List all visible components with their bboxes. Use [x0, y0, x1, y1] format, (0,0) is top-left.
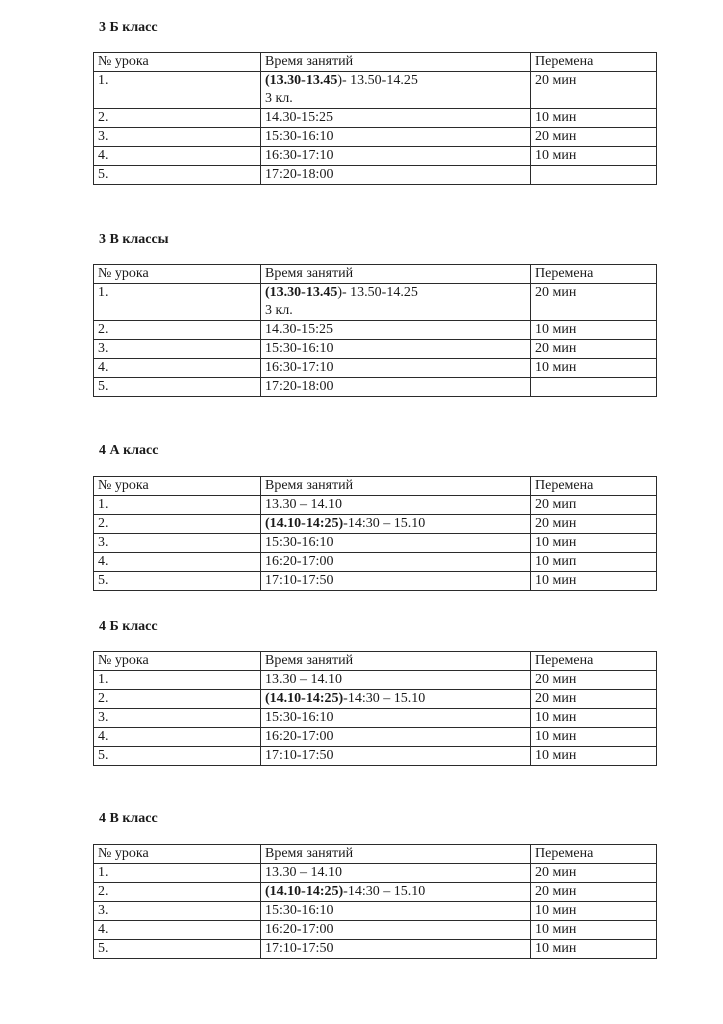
lesson-time-cell: 13.30 – 14.10	[261, 864, 531, 883]
header-lesson-no: № урока	[94, 53, 261, 72]
break-cell: 10 мин	[531, 728, 657, 747]
lesson-time-cell: 13.30 – 14.10	[261, 671, 531, 690]
lesson-time-cell: 14.30-15:25	[261, 109, 531, 128]
lesson-no-cell: 4.	[94, 147, 261, 166]
break-cell: 10 мин	[531, 109, 657, 128]
lesson-time-cell: 13.30 – 14.10	[261, 496, 531, 515]
lesson-no-cell: 1.	[94, 864, 261, 883]
header-break: Перемена	[531, 652, 657, 671]
lesson-time-cell: 16:20-17:00	[261, 553, 531, 572]
header-lesson-no: № урока	[94, 477, 261, 496]
header-break: Перемена	[531, 53, 657, 72]
time-rest-part: )- 13.50-14.25	[337, 73, 418, 88]
section-title-4a: 4 А класс	[99, 443, 159, 458]
break-cell: 20 мин	[531, 864, 657, 883]
break-cell: 10 мин	[531, 902, 657, 921]
table-row	[94, 147, 657, 166]
header-break: Перемена	[531, 265, 657, 284]
break-cell	[531, 378, 657, 397]
table-row	[94, 534, 657, 553]
lesson-no-cell: 5.	[94, 747, 261, 766]
break-cell: 20 мин	[531, 340, 657, 359]
header-time: Время занятий	[261, 265, 531, 284]
lesson-time-cell: 17:10-17:50	[261, 940, 531, 959]
lesson-time-cell: 16:30-17:10	[261, 359, 531, 378]
lesson-no-cell: 1.	[94, 671, 261, 690]
break-cell: 10 мин	[531, 147, 657, 166]
break-cell: 20 мин	[531, 690, 657, 709]
break-cell: 20 мин	[531, 671, 657, 690]
break-cell: 10 мин	[531, 321, 657, 340]
table-row	[94, 728, 657, 747]
break-cell: 20 мин	[531, 284, 657, 321]
lesson-no-cell: 1.	[94, 72, 261, 109]
table-row	[94, 284, 657, 321]
lesson-time-cell	[261, 72, 531, 109]
table-row	[94, 572, 657, 591]
lesson-time-cell: 17:20-18:00	[261, 378, 531, 397]
table-row	[94, 72, 657, 109]
time-rest-part: -14:30 – 15.10	[343, 516, 426, 531]
lesson-time-cell: 15:30-16:10	[261, 340, 531, 359]
lesson-no-cell: 4.	[94, 921, 261, 940]
section-title-4v: 4 В класс	[99, 811, 158, 826]
lesson-time-cell: 17:10-17:50	[261, 747, 531, 766]
break-cell: 10 мин	[531, 709, 657, 728]
lesson-no-cell: 3.	[94, 128, 261, 147]
break-cell: 10 мин	[531, 359, 657, 378]
lesson-no-cell: 2.	[94, 883, 261, 902]
lesson-no-cell: 4.	[94, 359, 261, 378]
table-row	[94, 496, 657, 515]
break-cell: 20 мип	[531, 496, 657, 515]
table-row	[94, 553, 657, 572]
lesson-no-cell: 1.	[94, 496, 261, 515]
break-cell: 20 мин	[531, 128, 657, 147]
lesson-no-cell: 3.	[94, 534, 261, 553]
header-lesson-no: № урока	[94, 845, 261, 864]
section-title-4b: 4 Б класс	[99, 619, 158, 634]
table-row	[94, 166, 657, 185]
header-time: Время занятий	[261, 652, 531, 671]
break-cell: 10 мин	[531, 921, 657, 940]
break-cell: 20 мин	[531, 883, 657, 902]
time-bold-part: (13.30-13.45	[265, 285, 338, 300]
break-cell: 10 мип	[531, 553, 657, 572]
lesson-time-cell	[261, 284, 531, 321]
time-bold-part: (14.10-14:25)	[265, 516, 344, 531]
lesson-time-cell: 16:30-17:10	[261, 147, 531, 166]
table-row	[94, 671, 657, 690]
break-cell	[531, 166, 657, 185]
time-bold-part: (14.10-14:25)	[265, 691, 344, 706]
lesson-no-cell: 3.	[94, 340, 261, 359]
lesson-no-cell: 5.	[94, 166, 261, 185]
lesson-time-cell: 16:20-17:00	[261, 728, 531, 747]
lesson-time-cell	[261, 690, 531, 709]
table-row	[94, 109, 657, 128]
schedule-table-4a	[93, 476, 657, 591]
lesson-no-cell: 4.	[94, 553, 261, 572]
table-row	[94, 940, 657, 959]
lesson-time-cell: 15:30-16:10	[261, 709, 531, 728]
table-row	[94, 321, 657, 340]
lesson-time-cell: 16:20-17:00	[261, 921, 531, 940]
lesson-time-cell: 15:30-16:10	[261, 902, 531, 921]
lesson-no-cell: 5.	[94, 940, 261, 959]
table-row	[94, 378, 657, 397]
break-cell: 20 мин	[531, 515, 657, 534]
lesson-no-cell: 2.	[94, 690, 261, 709]
lesson-no-cell: 5.	[94, 572, 261, 591]
break-cell: 10 мин	[531, 940, 657, 959]
section-title-3b: 3 Б класс	[99, 20, 158, 35]
table-header-row	[94, 845, 657, 864]
lesson-time-cell: 15:30-16:10	[261, 128, 531, 147]
time-note: 3 кл.	[265, 303, 293, 318]
lesson-time-cell: 17:20-18:00	[261, 166, 531, 185]
header-break: Перемена	[531, 477, 657, 496]
table-row	[94, 690, 657, 709]
table-row	[94, 883, 657, 902]
time-rest-part: -14:30 – 15.10	[343, 884, 426, 899]
header-time: Время занятий	[261, 845, 531, 864]
lesson-time-cell: 15:30-16:10	[261, 534, 531, 553]
table-row	[94, 864, 657, 883]
time-rest-part: )- 13.50-14.25	[337, 285, 418, 300]
lesson-time-cell: 17:10-17:50	[261, 572, 531, 591]
lesson-no-cell: 3.	[94, 709, 261, 728]
schedule-table-4v	[93, 844, 657, 959]
lesson-no-cell: 1.	[94, 284, 261, 321]
time-bold-part: (14.10-14:25)	[265, 884, 344, 899]
table-header-row	[94, 652, 657, 671]
time-rest-part: -14:30 – 15.10	[343, 691, 426, 706]
table-row	[94, 902, 657, 921]
lesson-no-cell: 2.	[94, 321, 261, 340]
table-header-row	[94, 477, 657, 496]
header-time: Время занятий	[261, 477, 531, 496]
lesson-time-cell	[261, 515, 531, 534]
table-row	[94, 128, 657, 147]
lesson-no-cell: 4.	[94, 728, 261, 747]
time-note: 3 кл.	[265, 91, 293, 106]
table-row	[94, 340, 657, 359]
schedule-table-3b	[93, 52, 657, 185]
schedule-table-3v	[93, 264, 657, 397]
table-row	[94, 515, 657, 534]
table-row	[94, 709, 657, 728]
table-row	[94, 921, 657, 940]
lesson-time-cell: 14.30-15:25	[261, 321, 531, 340]
header-lesson-no: № урока	[94, 265, 261, 284]
time-bold-part: (13.30-13.45	[265, 73, 338, 88]
lesson-no-cell: 2.	[94, 109, 261, 128]
lesson-time-cell	[261, 883, 531, 902]
break-cell: 20 мин	[531, 72, 657, 109]
section-title-3v: 3 В классы	[99, 232, 169, 247]
table-row	[94, 359, 657, 378]
lesson-no-cell: 2.	[94, 515, 261, 534]
schedule-table-4b	[93, 651, 657, 766]
header-lesson-no: № урока	[94, 652, 261, 671]
header-break: Перемена	[531, 845, 657, 864]
table-header-row	[94, 265, 657, 284]
table-header-row	[94, 53, 657, 72]
header-time: Время занятий	[261, 53, 531, 72]
table-row	[94, 747, 657, 766]
lesson-no-cell: 5.	[94, 378, 261, 397]
break-cell: 10 мин	[531, 572, 657, 591]
break-cell: 10 мин	[531, 534, 657, 553]
lesson-no-cell: 3.	[94, 902, 261, 921]
break-cell: 10 мин	[531, 747, 657, 766]
